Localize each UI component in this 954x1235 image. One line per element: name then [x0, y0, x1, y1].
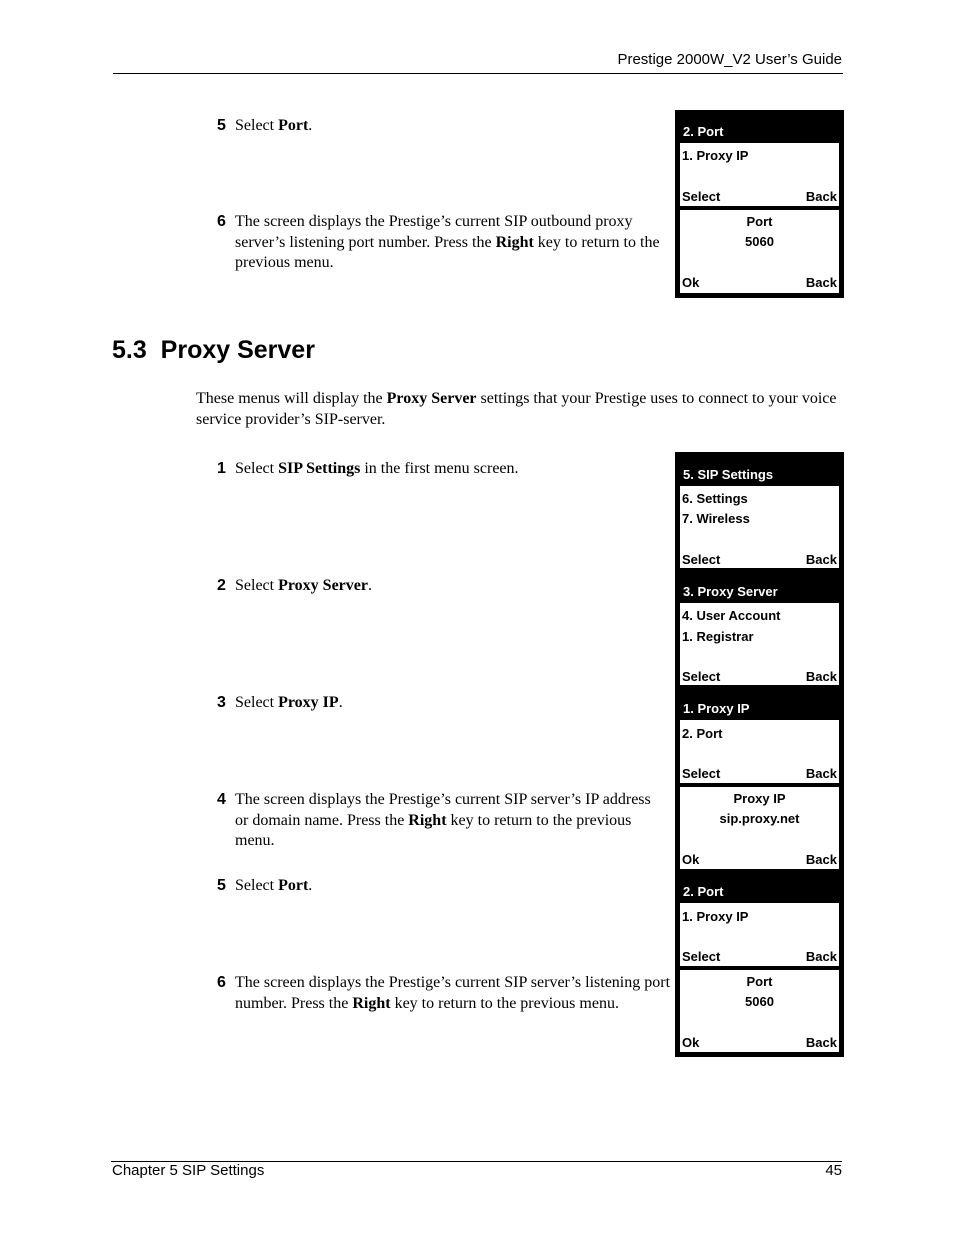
lcd-softkey-left: Ok: [682, 275, 700, 290]
lcd-menu-item: 1. Proxy IP: [682, 909, 749, 924]
lcd-softkey-left: Select: [682, 189, 721, 204]
step-text: Select SIP Settings in the first menu screen.: [235, 460, 519, 477]
page-number: 45: [825, 1162, 842, 1179]
lcd-panel-main: [675, 452, 844, 1057]
lcd-value-label: Proxy IP: [733, 791, 786, 806]
lcd-softkey-left: Select: [682, 669, 721, 684]
lcd-title-bar: 5. SIP Settings: [680, 462, 839, 486]
lcd-softkey-right: Back: [805, 766, 837, 781]
lcd-softkey-right: Back: [805, 852, 837, 867]
lcd-screen-port-menu: [680, 879, 839, 966]
step-number: 6: [217, 974, 226, 991]
lcd-softkey-right: Back: [805, 552, 837, 567]
step-text: The screen displays the Prestige’s current SIP server’s IP address or domain name. Press the Right key to return to the previous menu.: [235, 791, 651, 849]
lcd-title-bar: 2. Port: [680, 879, 839, 903]
section-heading: 5.3 Proxy Server: [112, 336, 315, 364]
lcd-value-label: Port: [746, 214, 773, 229]
lcd-softkey-left: Ok: [682, 1035, 700, 1050]
step-text: Select Port.: [235, 877, 313, 894]
step-number: 5: [217, 877, 226, 894]
lcd-screen-main-menu: [680, 462, 839, 568]
step-text: The screen displays the Prestige’s current SIP server’s listening port number. Press the Right key to return to the previous menu.: [235, 974, 671, 1012]
lcd-menu-item: 6. Settings: [682, 491, 748, 506]
lcd-menu-item: 1. Proxy IP: [682, 148, 749, 163]
step-number: 4: [217, 791, 226, 808]
lcd-softkey-left: Select: [682, 552, 721, 567]
lcd-softkey-left: Select: [682, 766, 721, 781]
step-number: 5: [217, 117, 226, 134]
lcd-title-bar: 2. Port: [680, 119, 839, 143]
footer-chapter: Chapter 5 SIP Settings: [112, 1162, 265, 1179]
step-number: 6: [217, 213, 226, 230]
lcd-screen-port-menu: [680, 119, 839, 206]
step-number: 1: [217, 460, 226, 477]
step-number: 3: [217, 694, 226, 711]
lcd-screen-proxy-menu: [680, 696, 839, 783]
step-number: 2: [217, 577, 226, 594]
lcd-title-bar: 3. Proxy Server: [680, 579, 839, 603]
lcd-menu-item: 1. Registrar: [682, 629, 754, 644]
lcd-softkey-right: Back: [805, 275, 837, 290]
step-text: Select Proxy Server.: [235, 577, 372, 594]
lcd-screen-proxy-ip-value: [680, 787, 839, 869]
lcd-menu-item: 7. Wireless: [682, 511, 750, 526]
lcd-softkey-right: Back: [805, 1035, 837, 1050]
lcd-value-label: Port: [746, 974, 773, 989]
lcd-value: sip.proxy.net: [719, 811, 800, 826]
step-text: Select Port.: [235, 117, 313, 134]
intro-paragraph: These menus will display the Proxy Server settings that your Prestige uses to connect to your voice service provider’s SIP-server.: [196, 390, 837, 428]
lcd-menu-item: 4. User Account: [682, 608, 781, 623]
lcd-screen-sip-menu: [680, 579, 839, 685]
header-rule: [113, 73, 843, 74]
lcd-title-bar: 1. Proxy IP: [680, 696, 839, 720]
lcd-softkey-right: Back: [805, 669, 837, 684]
lcd-softkey-right: Back: [805, 189, 837, 204]
lcd-softkey-left: Select: [682, 949, 721, 964]
lcd-screen-port-value: [680, 970, 839, 1052]
lcd-value: 5060: [745, 994, 774, 1009]
running-header: Prestige 2000W_V2 User’s Guide: [617, 51, 842, 68]
lcd-softkey-right: Back: [805, 949, 837, 964]
lcd-screen-port-value: [680, 210, 839, 293]
lcd-value: 5060: [745, 234, 774, 249]
lcd-menu-item: 2. Port: [682, 726, 723, 741]
lcd-panel-top: [675, 110, 844, 298]
step-text: The screen displays the Prestige’s current SIP outbound proxy server’s listening port number. Press the Right key to return to the previous menu.: [235, 213, 660, 271]
step-text: Select Proxy IP.: [235, 694, 343, 711]
lcd-softkey-left: Ok: [682, 852, 700, 867]
